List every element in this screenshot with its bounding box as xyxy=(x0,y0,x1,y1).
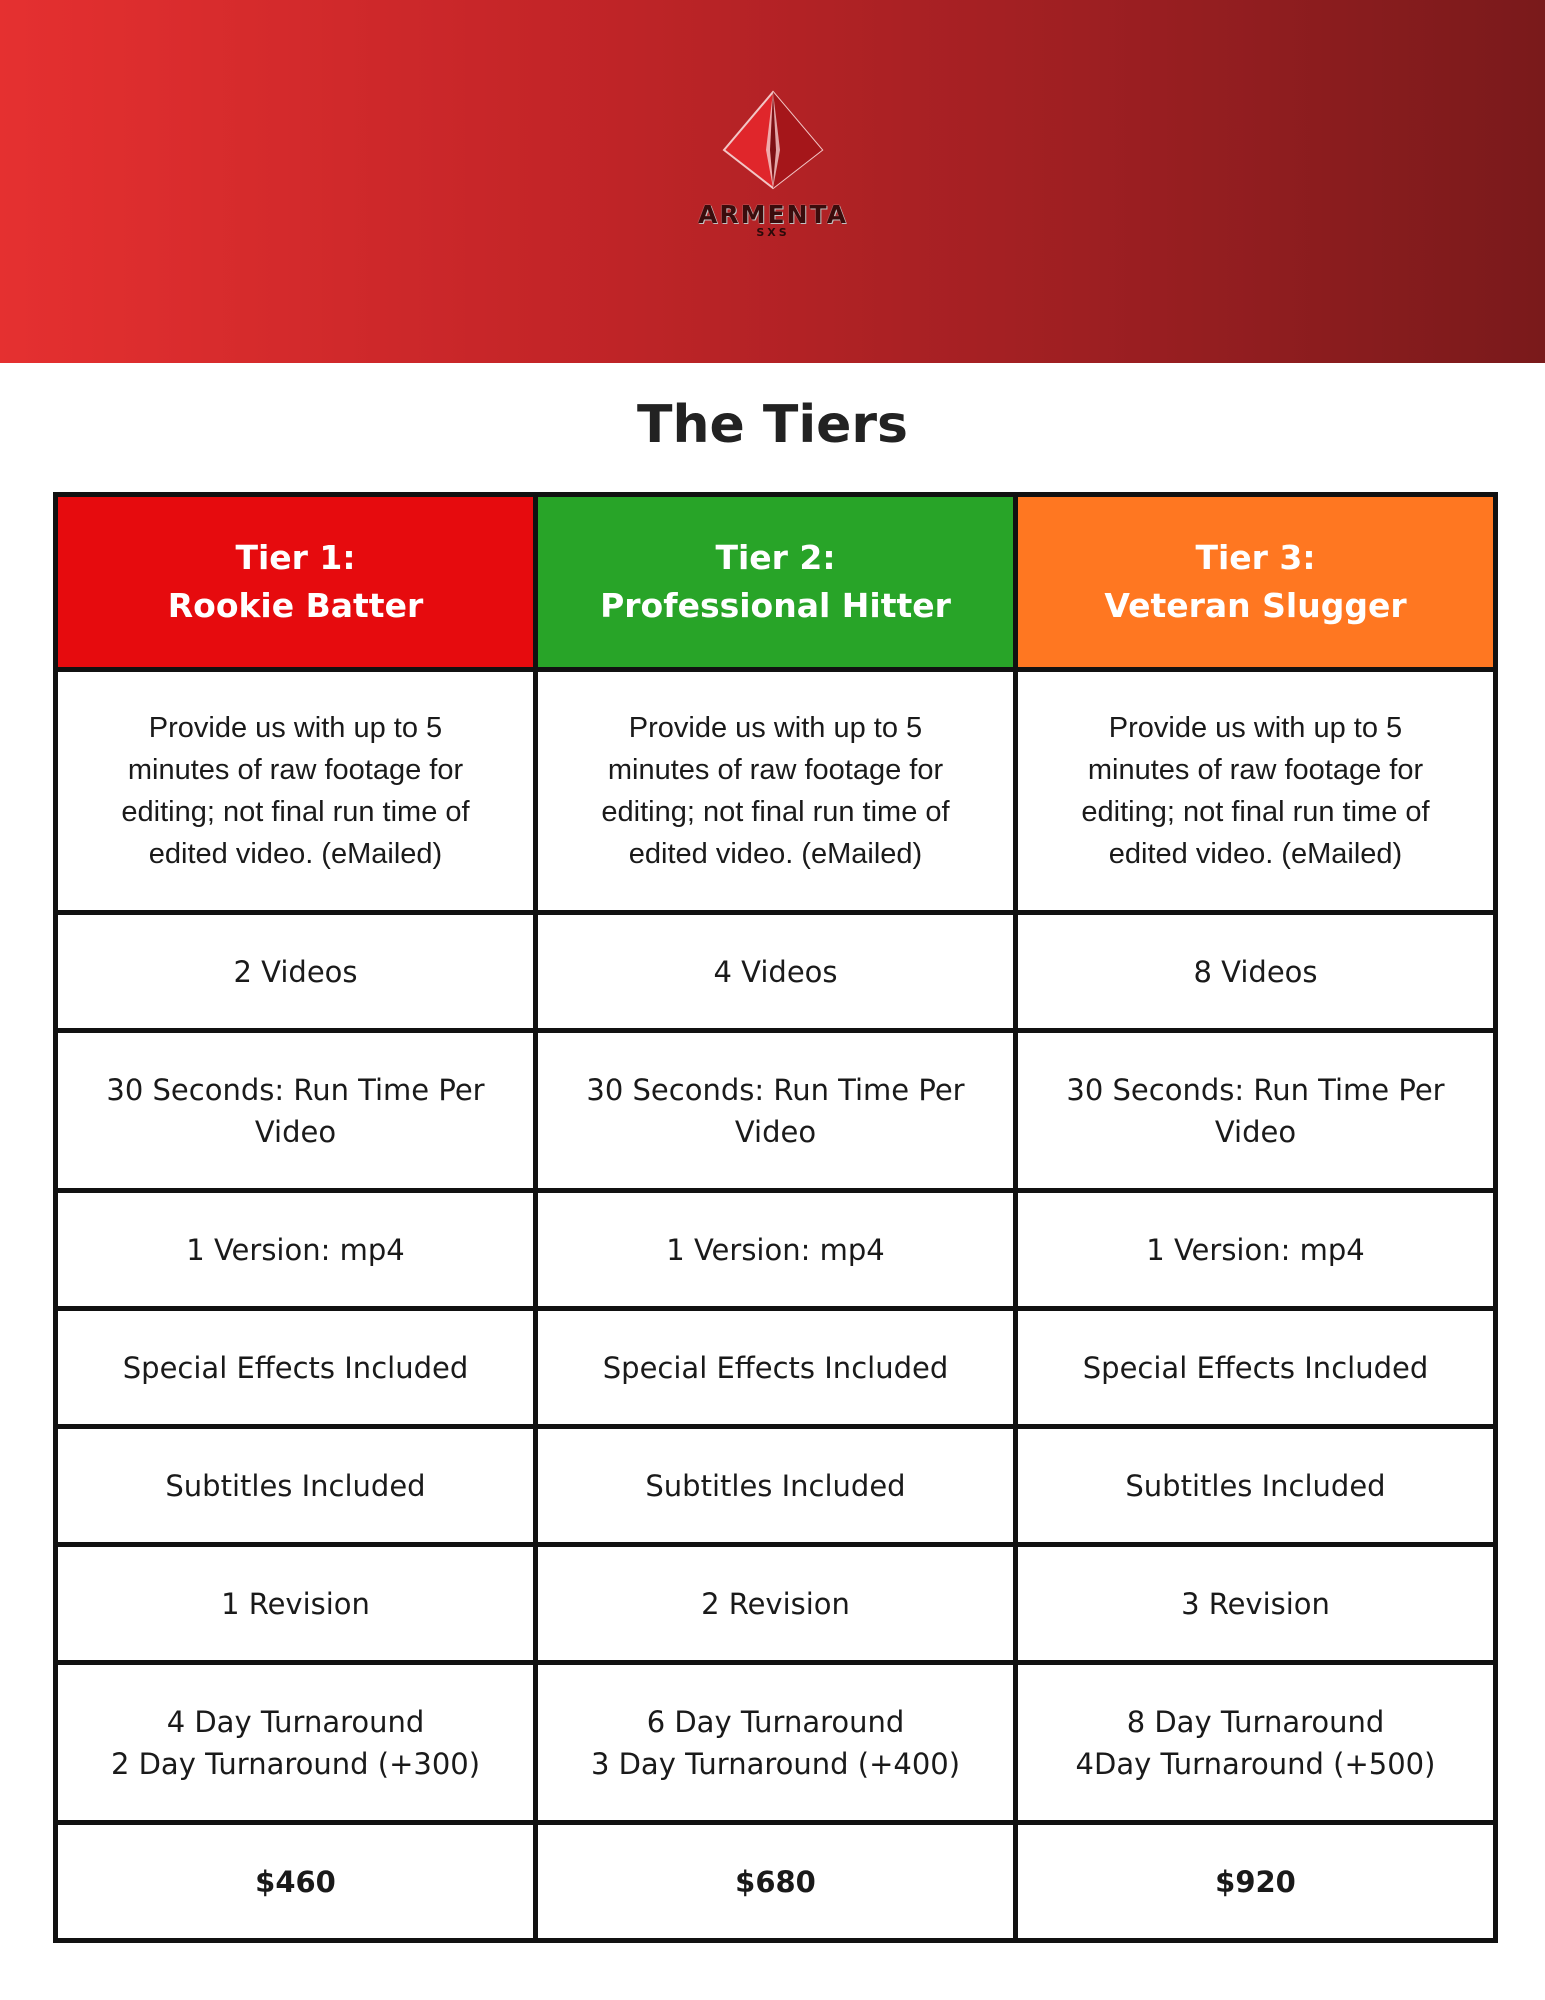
brand-name: ARMENTA xyxy=(698,200,848,229)
tier-2-header xyxy=(536,495,1016,670)
tier-3-run-time: 30 Seconds: Run Time Per Video xyxy=(1016,1031,1496,1191)
tier-header-row xyxy=(56,495,1496,670)
tier-2-rush-turnaround: 3 Day Turnaround (+400) xyxy=(590,1746,961,1781)
diamond-logo-icon xyxy=(682,88,864,200)
tier-1-name: Rookie Batter xyxy=(167,586,424,625)
tier-1-rush-turnaround: 2 Day Turnaround (+300) xyxy=(110,1746,481,1781)
tier-3-subtitles: Subtitles Included xyxy=(1016,1427,1496,1545)
tier-2-version: 1 Version: mp4 xyxy=(536,1191,1016,1309)
tier-3-turnaround: 8 Day Turnaround xyxy=(1126,1704,1385,1739)
tier-3-turnaround-cell xyxy=(1016,1663,1496,1823)
effects-row xyxy=(56,1309,1496,1427)
tier-1-header xyxy=(56,495,536,670)
header-banner xyxy=(0,0,1545,363)
tier-1-effects: Special Effects Included xyxy=(56,1309,536,1427)
tier-3-label: Tier 3: xyxy=(1195,538,1316,577)
tier-3-videos: 8 Videos xyxy=(1016,913,1496,1031)
tier-3-name: Veteran Slugger xyxy=(1104,586,1407,625)
tier-1-revisions: 1 Revision xyxy=(56,1545,536,1663)
tier-2-label: Tier 2: xyxy=(715,538,836,577)
tier-1-price: $460 xyxy=(56,1823,536,1941)
run-time-row xyxy=(56,1031,1496,1191)
tier-1-videos: 2 Videos xyxy=(56,913,536,1031)
tier-3-version: 1 Version: mp4 xyxy=(1016,1191,1496,1309)
tier-2-turnaround: 6 Day Turnaround xyxy=(646,1704,905,1739)
subtitles-row xyxy=(56,1427,1496,1545)
tier-2-price: $680 xyxy=(536,1823,1016,1941)
description-row xyxy=(56,670,1496,913)
brand-subtitle: SXS xyxy=(756,226,790,239)
price-row xyxy=(56,1823,1496,1941)
videos-row xyxy=(56,913,1496,1031)
tier-3-rush-turnaround: 4Day Turnaround (+500) xyxy=(1075,1746,1436,1781)
tier-2-description: Provide us with up to 5 minutes of raw footage for editing; not final run time of edited video. (eMailed) xyxy=(536,670,1016,913)
revisions-row xyxy=(56,1545,1496,1663)
tier-2-run-time: 30 Seconds: Run Time Per Video xyxy=(536,1031,1016,1191)
tier-2-videos: 4 Videos xyxy=(536,913,1016,1031)
tier-2-revisions: 2 Revision xyxy=(536,1545,1016,1663)
tier-3-effects: Special Effects Included xyxy=(1016,1309,1496,1427)
tier-1-run-time: 30 Seconds: Run Time Per Video xyxy=(56,1031,536,1191)
tier-1-turnaround-cell xyxy=(56,1663,536,1823)
tier-3-description: Provide us with up to 5 minutes of raw footage for editing; not final run time of edited video. (eMailed) xyxy=(1016,670,1496,913)
tier-2-name: Professional Hitter xyxy=(600,586,951,625)
tier-1-label: Tier 1: xyxy=(235,538,356,577)
tier-2-turnaround-cell xyxy=(536,1663,1016,1823)
tier-1-turnaround: 4 Day Turnaround xyxy=(166,1704,425,1739)
tier-2-effects: Special Effects Included xyxy=(536,1309,1016,1427)
tier-1-version: 1 Version: mp4 xyxy=(56,1191,536,1309)
version-row xyxy=(56,1191,1496,1309)
page-title: The Tiers xyxy=(636,395,909,455)
tier-3-header xyxy=(1016,495,1496,670)
turnaround-row xyxy=(56,1663,1496,1823)
tiers-table xyxy=(53,492,1498,1943)
tier-3-revisions: 3 Revision xyxy=(1016,1545,1496,1663)
tier-2-subtitles: Subtitles Included xyxy=(536,1427,1016,1545)
tier-1-description: Provide us with up to 5 minutes of raw footage for editing; not final run time of edited video. (eMailed) xyxy=(56,670,536,913)
tier-1-subtitles: Subtitles Included xyxy=(56,1427,536,1545)
brand-logo xyxy=(682,88,864,238)
tier-3-price: $920 xyxy=(1016,1823,1496,1941)
